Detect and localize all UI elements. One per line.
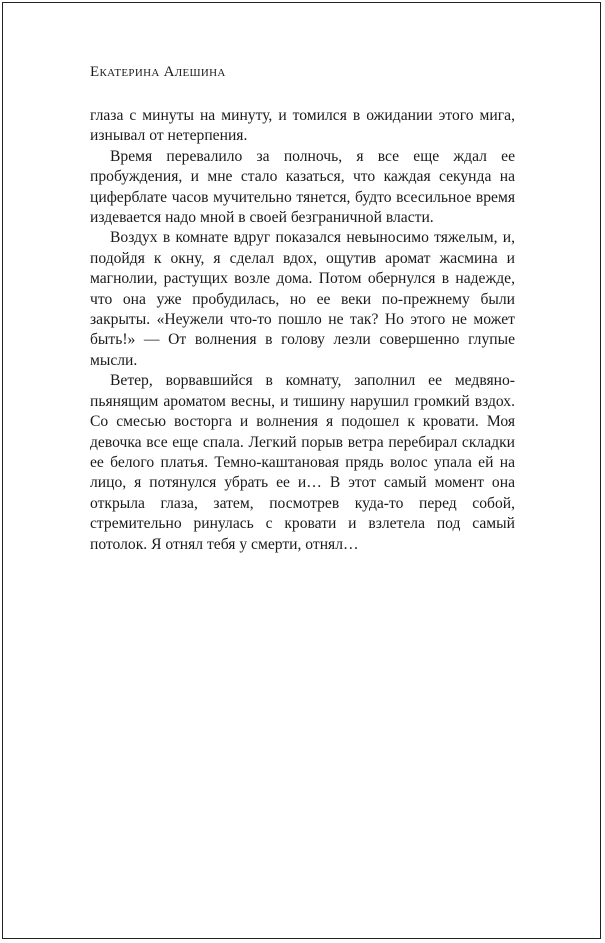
paragraph-3: Воздух в комнате вдруг показался невыносимо тяжелым, и, подойдя к окну, я сделал вдох, ощутив аромат жасмина и магнолии, растущих возле дома. Потом обернулся в надежде, что она уже пробудилась, но ее веки по-прежнему были закрыты. «Неужели что-то пошло не так? Но этого не может быть!» — От волнения в голову лезли совершенно глупые мысли. <box>90 229 515 369</box>
paragraph-2: Время перевалило за полночь, я все еще ждал ее пробуждения, и мне стало казаться, что каждая секунда на циферблате часов мучительно тянется, будто всесильное время издевается надо мной в своей безграничной власти. <box>90 147 515 227</box>
body-text <box>90 106 515 555</box>
paragraph-4: Ветер, ворвавшийся в комнату, заполнил ее медвяно-пьянящим ароматом весны, и тишину нарушил громкий вздох. Со смесью восторга и волнения я подошел к кровати. Моя девочка все еще спала. Легкий порыв ветра перебирал складки ее белого платья. Темно-каштановая прядь волос упала ей на лицо, я потянулся убрать ее и… В этот самый момент она открыла глаза, затем, посмотрев куда-то перед собой, стремительно ринулась с кровати и взлетела под самый потолок. Я отнял тебя у смерти, отнял… <box>90 372 515 553</box>
paragraph-1: глаза с минуты на минуту, и томился в ожидании этого мига, изнывал от нетерпения. <box>90 107 515 145</box>
running-head-author: Екатерина Алешина <box>90 64 226 80</box>
